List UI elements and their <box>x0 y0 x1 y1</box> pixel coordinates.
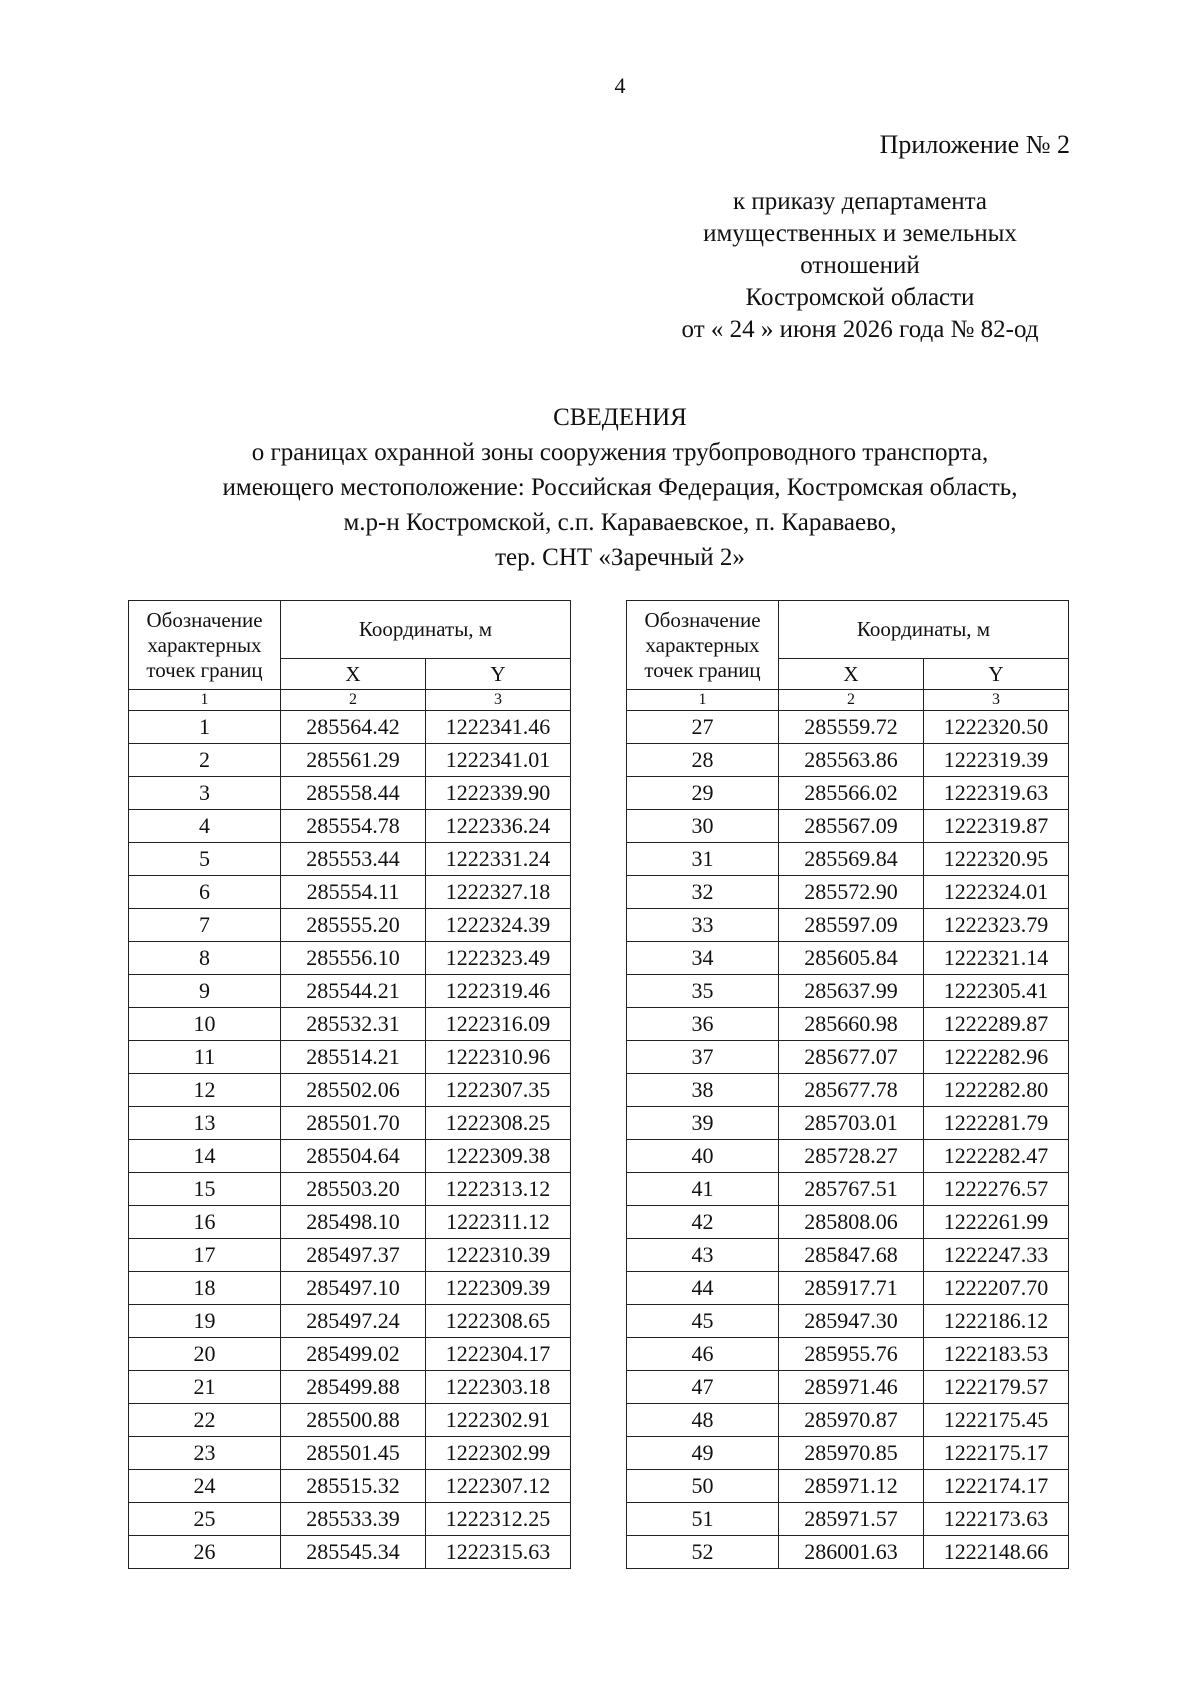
x-coordinate: 285497.37 <box>281 1239 426 1272</box>
x-coordinate: 285637.99 <box>779 975 924 1008</box>
table-row <box>627 777 1069 810</box>
x-coordinate: 285971.46 <box>779 1371 924 1404</box>
y-coordinate: 1222319.39 <box>924 744 1069 777</box>
order-line: имущественных и земельных <box>703 220 1017 247</box>
table-row <box>129 1107 571 1140</box>
order-line: Костромской области <box>745 284 975 311</box>
page-number: 4 <box>614 73 626 98</box>
x-coordinate: 285501.45 <box>281 1437 426 1470</box>
y-coordinate: 1222339.90 <box>426 777 571 810</box>
point-number: 42 <box>627 1206 779 1239</box>
x-coordinate: 285728.27 <box>779 1140 924 1173</box>
table-row <box>627 1305 1069 1338</box>
y-coordinate: 1222310.39 <box>426 1239 571 1272</box>
table-row <box>129 1404 571 1437</box>
point-number: 27 <box>627 711 779 744</box>
point-number: 49 <box>627 1437 779 1470</box>
point-number: 36 <box>627 1008 779 1041</box>
appendix-title: Приложение № 2 <box>879 130 1070 159</box>
table-row <box>627 975 1069 1008</box>
coordinates-table-left <box>128 600 571 1569</box>
x-coordinate: 285847.68 <box>779 1239 924 1272</box>
y-coordinate: 1222309.38 <box>426 1140 571 1173</box>
document-heading <box>0 400 1200 575</box>
point-number: 1 <box>129 711 281 744</box>
table-row <box>129 1140 571 1173</box>
y-coordinate: 1222179.57 <box>924 1371 1069 1404</box>
point-number: 39 <box>627 1107 779 1140</box>
table-row <box>627 1536 1069 1569</box>
y-coordinate: 1222309.39 <box>426 1272 571 1305</box>
x-coordinate: 285504.64 <box>281 1140 426 1173</box>
point-number: 7 <box>129 909 281 942</box>
y-coordinate: 1222319.46 <box>426 975 571 1008</box>
y-coordinate: 1222315.63 <box>426 1536 571 1569</box>
y-coordinate: 1222324.01 <box>924 876 1069 909</box>
y-coordinate: 1222207.70 <box>924 1272 1069 1305</box>
x-coordinate: 285499.88 <box>281 1371 426 1404</box>
point-number: 16 <box>129 1206 281 1239</box>
y-coordinate: 1222303.18 <box>426 1371 571 1404</box>
point-number: 28 <box>627 744 779 777</box>
x-coordinate: 286001.63 <box>779 1536 924 1569</box>
point-number: 21 <box>129 1371 281 1404</box>
y-coordinate: 1222316.09 <box>426 1008 571 1041</box>
table-row <box>129 1470 571 1503</box>
x-coordinate: 285497.24 <box>281 1305 426 1338</box>
coordinates-header: Координаты, м <box>281 601 571 659</box>
x-coordinate: 285561.29 <box>281 744 426 777</box>
x-coordinate: 285955.76 <box>779 1338 924 1371</box>
point-number: 10 <box>129 1008 281 1041</box>
x-coordinate: 285558.44 <box>281 777 426 810</box>
x-coordinate: 285808.06 <box>779 1206 924 1239</box>
y-coordinate: 1222312.25 <box>426 1503 571 1536</box>
order-reference <box>600 186 1120 346</box>
y-coordinate: 1222148.66 <box>924 1536 1069 1569</box>
x-coordinate: 285499.02 <box>281 1338 426 1371</box>
x-coordinate: 285971.12 <box>779 1470 924 1503</box>
y-coordinate: 1222324.39 <box>426 909 571 942</box>
x-coordinate: 285532.31 <box>281 1008 426 1041</box>
x-coordinate: 285554.78 <box>281 810 426 843</box>
table-row <box>129 1173 571 1206</box>
table-row <box>627 1503 1069 1536</box>
y-coordinate: 1222313.12 <box>426 1173 571 1206</box>
heading-line: имеющего местоположение: Российская Федерация, Костромская область, <box>222 474 1018 501</box>
point-number: 12 <box>129 1074 281 1107</box>
table-row <box>129 810 571 843</box>
order-date-line: от « 24 » июня 2026 года № 82-од <box>681 316 1039 343</box>
x-coordinate: 285971.57 <box>779 1503 924 1536</box>
y-coordinate: 1222310.96 <box>426 1041 571 1074</box>
y-header: Y <box>426 659 571 690</box>
y-coordinate: 1222320.50 <box>924 711 1069 744</box>
point-number: 46 <box>627 1338 779 1371</box>
point-number: 23 <box>129 1437 281 1470</box>
table-row <box>129 1437 571 1470</box>
point-column-header: Обозначение характерных точек границ <box>627 601 779 690</box>
x-coordinate: 285544.21 <box>281 975 426 1008</box>
table-row <box>627 942 1069 975</box>
point-number: 5 <box>129 843 281 876</box>
x-coordinate: 285597.09 <box>779 909 924 942</box>
x-coordinate: 285563.86 <box>779 744 924 777</box>
table-row <box>129 1305 571 1338</box>
point-number: 6 <box>129 876 281 909</box>
x-coordinate: 285515.32 <box>281 1470 426 1503</box>
table-row <box>129 1041 571 1074</box>
x-coordinate: 285703.01 <box>779 1107 924 1140</box>
y-coordinate: 1222302.99 <box>426 1437 571 1470</box>
y-coordinate: 1222308.25 <box>426 1107 571 1140</box>
y-coordinate: 1222327.18 <box>426 876 571 909</box>
table-row <box>129 1503 571 1536</box>
x-coordinate: 285947.30 <box>779 1305 924 1338</box>
y-coordinate: 1222276.57 <box>924 1173 1069 1206</box>
table-row <box>129 777 571 810</box>
table-row <box>129 1074 571 1107</box>
y-coordinate: 1222261.99 <box>924 1206 1069 1239</box>
x-coordinate: 285970.87 <box>779 1404 924 1437</box>
point-number: 17 <box>129 1239 281 1272</box>
point-number: 51 <box>627 1503 779 1536</box>
x-coordinate: 285605.84 <box>779 942 924 975</box>
point-number: 15 <box>129 1173 281 1206</box>
y-coordinate: 1222307.12 <box>426 1470 571 1503</box>
x-coordinate: 285566.02 <box>779 777 924 810</box>
point-number: 20 <box>129 1338 281 1371</box>
table-row <box>627 1338 1069 1371</box>
table-row <box>129 711 571 744</box>
point-number: 35 <box>627 975 779 1008</box>
table-row <box>129 909 571 942</box>
x-coordinate: 285502.06 <box>281 1074 426 1107</box>
heading-line: тер. СНТ «Заречный 2» <box>495 544 745 571</box>
point-number: 40 <box>627 1140 779 1173</box>
table-row <box>129 1008 571 1041</box>
y-coordinate: 1222336.24 <box>426 810 571 843</box>
table-row <box>627 1107 1069 1140</box>
x-coordinate: 285677.78 <box>779 1074 924 1107</box>
point-number: 11 <box>129 1041 281 1074</box>
table-row <box>129 1272 571 1305</box>
y-coordinate: 1222247.33 <box>924 1239 1069 1272</box>
point-number: 18 <box>129 1272 281 1305</box>
coordinates-header: Координаты, м <box>779 601 1069 659</box>
y-coordinate: 1222281.79 <box>924 1107 1069 1140</box>
x-coordinate: 285514.21 <box>281 1041 426 1074</box>
point-number: 29 <box>627 777 779 810</box>
point-number: 50 <box>627 1470 779 1503</box>
order-line: к приказу департамента <box>732 188 988 215</box>
table-row <box>627 711 1069 744</box>
x-coordinate: 285533.39 <box>281 1503 426 1536</box>
point-number: 37 <box>627 1041 779 1074</box>
table-row <box>627 1008 1069 1041</box>
table-row <box>627 1404 1069 1437</box>
table-row <box>627 1437 1069 1470</box>
point-number: 9 <box>129 975 281 1008</box>
x-coordinate: 285970.85 <box>779 1437 924 1470</box>
x-coordinate: 285553.44 <box>281 843 426 876</box>
y-coordinate: 1222331.24 <box>426 843 571 876</box>
x-header: X <box>779 659 924 690</box>
table-row <box>627 876 1069 909</box>
y-coordinate: 1222341.46 <box>426 711 571 744</box>
y-coordinate: 1222323.79 <box>924 909 1069 942</box>
x-coordinate: 285917.71 <box>779 1272 924 1305</box>
column-number: 3 <box>426 690 571 711</box>
y-coordinate: 1222319.63 <box>924 777 1069 810</box>
table-row <box>627 909 1069 942</box>
y-coordinate: 1222321.14 <box>924 942 1069 975</box>
point-number: 19 <box>129 1305 281 1338</box>
table-row <box>129 843 571 876</box>
column-number: 1 <box>129 690 281 711</box>
y-coordinate: 1222305.41 <box>924 975 1069 1008</box>
document-title: СВЕДЕНИЯ <box>553 404 687 431</box>
point-number: 33 <box>627 909 779 942</box>
point-number: 48 <box>627 1404 779 1437</box>
x-coordinate: 285500.88 <box>281 1404 426 1437</box>
table-row <box>129 1536 571 1569</box>
y-coordinate: 1222289.87 <box>924 1008 1069 1041</box>
y-coordinate: 1222323.49 <box>426 942 571 975</box>
table-row <box>129 1239 571 1272</box>
point-number: 24 <box>129 1470 281 1503</box>
point-column-header: Обозначение характерных точек границ <box>129 601 281 690</box>
x-coordinate: 285564.42 <box>281 711 426 744</box>
table-row <box>627 1173 1069 1206</box>
point-number: 14 <box>129 1140 281 1173</box>
point-number: 13 <box>129 1107 281 1140</box>
table-row <box>129 975 571 1008</box>
point-number: 30 <box>627 810 779 843</box>
point-number: 2 <box>129 744 281 777</box>
x-coordinate: 285567.09 <box>779 810 924 843</box>
y-coordinate: 1222308.65 <box>426 1305 571 1338</box>
table-row <box>627 843 1069 876</box>
y-coordinate: 1222282.47 <box>924 1140 1069 1173</box>
column-number: 2 <box>281 690 426 711</box>
column-number: 1 <box>627 690 779 711</box>
table-row <box>129 1206 571 1239</box>
table-row <box>627 1371 1069 1404</box>
table-row <box>627 744 1069 777</box>
y-coordinate: 1222282.96 <box>924 1041 1069 1074</box>
table-row <box>627 1272 1069 1305</box>
y-coordinate: 1222183.53 <box>924 1338 1069 1371</box>
point-number: 52 <box>627 1536 779 1569</box>
y-coordinate: 1222186.12 <box>924 1305 1069 1338</box>
point-number: 38 <box>627 1074 779 1107</box>
point-number: 44 <box>627 1272 779 1305</box>
y-coordinate: 1222307.35 <box>426 1074 571 1107</box>
x-coordinate: 285554.11 <box>281 876 426 909</box>
point-number: 41 <box>627 1173 779 1206</box>
point-number: 26 <box>129 1536 281 1569</box>
table-row <box>627 1041 1069 1074</box>
y-coordinate: 1222302.91 <box>426 1404 571 1437</box>
y-coordinate: 1222173.63 <box>924 1503 1069 1536</box>
table-row <box>129 942 571 975</box>
table-row <box>627 810 1069 843</box>
x-coordinate: 285503.20 <box>281 1173 426 1206</box>
x-coordinate: 285555.20 <box>281 909 426 942</box>
heading-line: м.р-н Костромской, с.п. Караваевское, п. Караваево, <box>343 509 897 536</box>
x-coordinate: 285660.98 <box>779 1008 924 1041</box>
point-number: 34 <box>627 942 779 975</box>
y-coordinate: 1222175.45 <box>924 1404 1069 1437</box>
x-coordinate: 285677.07 <box>779 1041 924 1074</box>
x-coordinate: 285572.90 <box>779 876 924 909</box>
y-coordinate: 1222311.12 <box>426 1206 571 1239</box>
y-coordinate: 1222282.80 <box>924 1074 1069 1107</box>
x-coordinate: 285501.70 <box>281 1107 426 1140</box>
column-number: 2 <box>779 690 924 711</box>
x-coordinate: 285545.34 <box>281 1536 426 1569</box>
point-number: 47 <box>627 1371 779 1404</box>
table-row <box>627 1074 1069 1107</box>
table-row <box>627 1206 1069 1239</box>
coordinates-table-right <box>626 600 1069 1569</box>
x-header: X <box>281 659 426 690</box>
point-number: 8 <box>129 942 281 975</box>
point-number: 45 <box>627 1305 779 1338</box>
table-row <box>627 1470 1069 1503</box>
table-row <box>627 1140 1069 1173</box>
x-coordinate: 285498.10 <box>281 1206 426 1239</box>
x-coordinate: 285767.51 <box>779 1173 924 1206</box>
point-number: 25 <box>129 1503 281 1536</box>
table-row <box>129 744 571 777</box>
y-coordinate: 1222175.17 <box>924 1437 1069 1470</box>
y-coordinate: 1222174.17 <box>924 1470 1069 1503</box>
table-row <box>129 1371 571 1404</box>
point-number: 32 <box>627 876 779 909</box>
x-coordinate: 285556.10 <box>281 942 426 975</box>
point-number: 31 <box>627 843 779 876</box>
table-row <box>129 876 571 909</box>
y-header: Y <box>924 659 1069 690</box>
order-line: отношений <box>800 252 920 279</box>
x-coordinate: 285559.72 <box>779 711 924 744</box>
y-coordinate: 1222304.17 <box>426 1338 571 1371</box>
table-row <box>627 1239 1069 1272</box>
point-number: 43 <box>627 1239 779 1272</box>
y-coordinate: 1222320.95 <box>924 843 1069 876</box>
heading-line: о границах охранной зоны сооружения трубопроводного транспорта, <box>251 439 989 466</box>
point-number: 22 <box>129 1404 281 1437</box>
point-number: 4 <box>129 810 281 843</box>
point-number: 3 <box>129 777 281 810</box>
y-coordinate: 1222341.01 <box>426 744 571 777</box>
x-coordinate: 285569.84 <box>779 843 924 876</box>
x-coordinate: 285497.10 <box>281 1272 426 1305</box>
y-coordinate: 1222319.87 <box>924 810 1069 843</box>
table-row <box>129 1338 571 1371</box>
column-number: 3 <box>924 690 1069 711</box>
